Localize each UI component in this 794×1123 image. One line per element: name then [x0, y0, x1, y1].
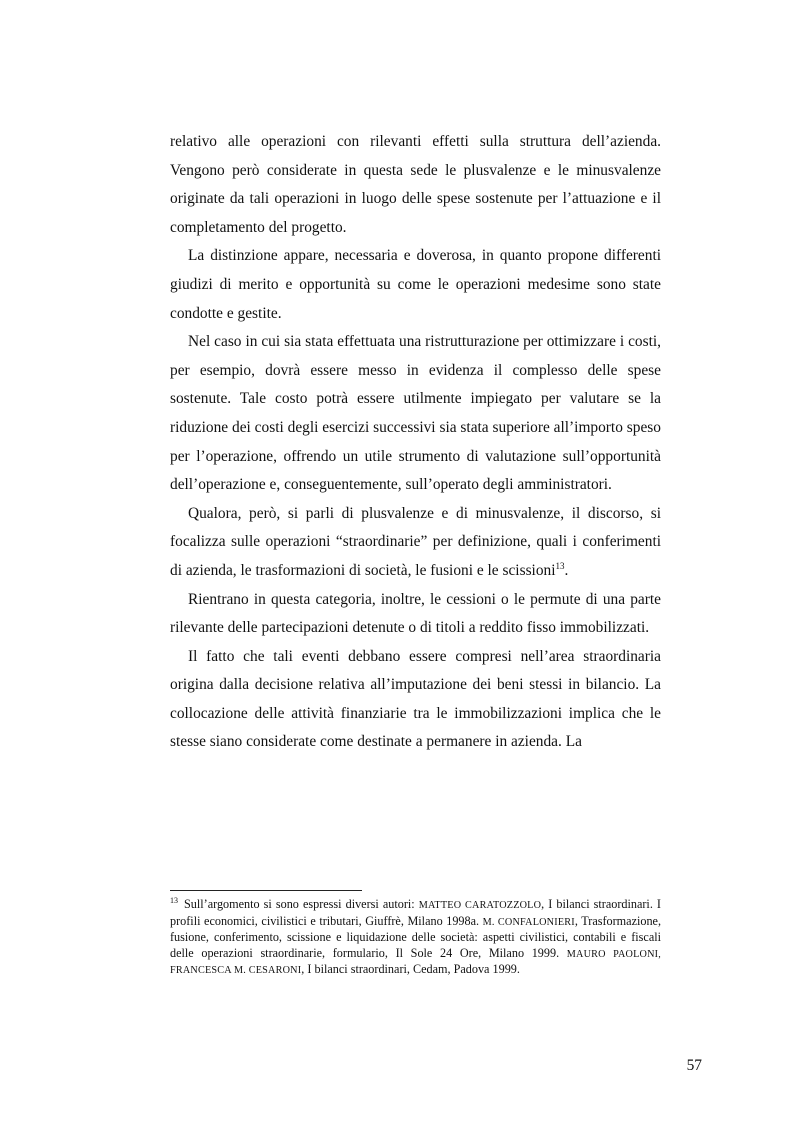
paragraph-5: Rientrano in questa categoria, inoltre, le cessioni o le permute di una parte rilevante delle partecipazioni detenute o di titoli a reddito fisso immobilizzati.	[170, 590, 661, 637]
footnote-author-2: M. CONFALONIERI	[482, 916, 575, 928]
paragraph-4-end: .	[564, 561, 569, 579]
footnote-work-3: , I bilanci straordinari, Cedam, Padova 1999.	[301, 962, 520, 977]
main-text	[170, 128, 661, 757]
footnote-author-3: MAURO PAOLONI, FRANCESCA M. CESARONI	[170, 948, 661, 977]
footnote-13	[170, 897, 661, 979]
paragraph-4-text: Qualora, però, si parli di plusvalenze e di minusvalenze, il discorso, si focalizza sulle operazioni “straordinarie” per definizione, quali i conferimenti di azienda, le trasformazioni di società, le fusioni e le scissioni	[170, 504, 661, 579]
footnote-work-2: , Trasformazione, fusione, conferimento, scissione e liquidazione delle società: aspetti civilistici, contabili e fiscali delle operazioni straordinarie, formulario, Il Sole 24 Ore, Milano 1999.	[170, 913, 662, 960]
page-number: 57	[686, 1057, 702, 1074]
footnote-divider	[170, 890, 362, 891]
footnote-work-1: , I bilanci straordinari. I profili economici, civilistici e tributari, Giuffrè, Milano 1998a.	[170, 897, 661, 928]
paragraph-3: Nel caso in cui sia stata effettuata una ristrutturazione per ottimizzare i costi, per esempio, dovrà essere messo in evidenza il complesso delle spese sostenute. Tale costo potrà essere utilmente impiegato per valutare se la riduzione dei costi degli esercizi successivi sia stata superiore all’importo speso per l’operazione, offrendo un utile strumento di valutazione sull’opportunità dell’operazione e, conseguentemente, sull’operato degli amministratori.	[170, 333, 661, 494]
paragraph-1: relativo alle operazioni con rilevanti effetti sulla struttura dell’azienda. Vengono però considerate in questa sede le plusvalenze e le minusvalenze originate da tali operazioni in luogo delle spese sostenute per l’attuazione e il completamento del progetto.	[170, 133, 661, 236]
paragraph-2: La distinzione appare, necessaria e doverosa, in quanto propone differenti giudizi di merito e opportunità su come le operazioni medesime sono state condotte e gestite.	[170, 247, 661, 322]
footnote-reference[interactable]: 13	[555, 560, 565, 571]
footnote-author-1: MATTEO CARATOZZOLO	[418, 900, 542, 911]
footnote-intro: Sull’argomento si sono espressi diversi autori:	[184, 897, 419, 911]
paragraph-6: Il fatto che tali eventi debbano essere compresi nell’area straordinaria origina dalla decisione relativa all’imputazione dei beni stessi in bilancio. La collocazione delle attività finanziarie tra le immobilizzazioni implica che le stesse siano considerate come destinate a permanere in azienda. La	[170, 647, 661, 751]
paragraph-4	[170, 500, 661, 586]
footnote-number: 13	[170, 896, 178, 905]
